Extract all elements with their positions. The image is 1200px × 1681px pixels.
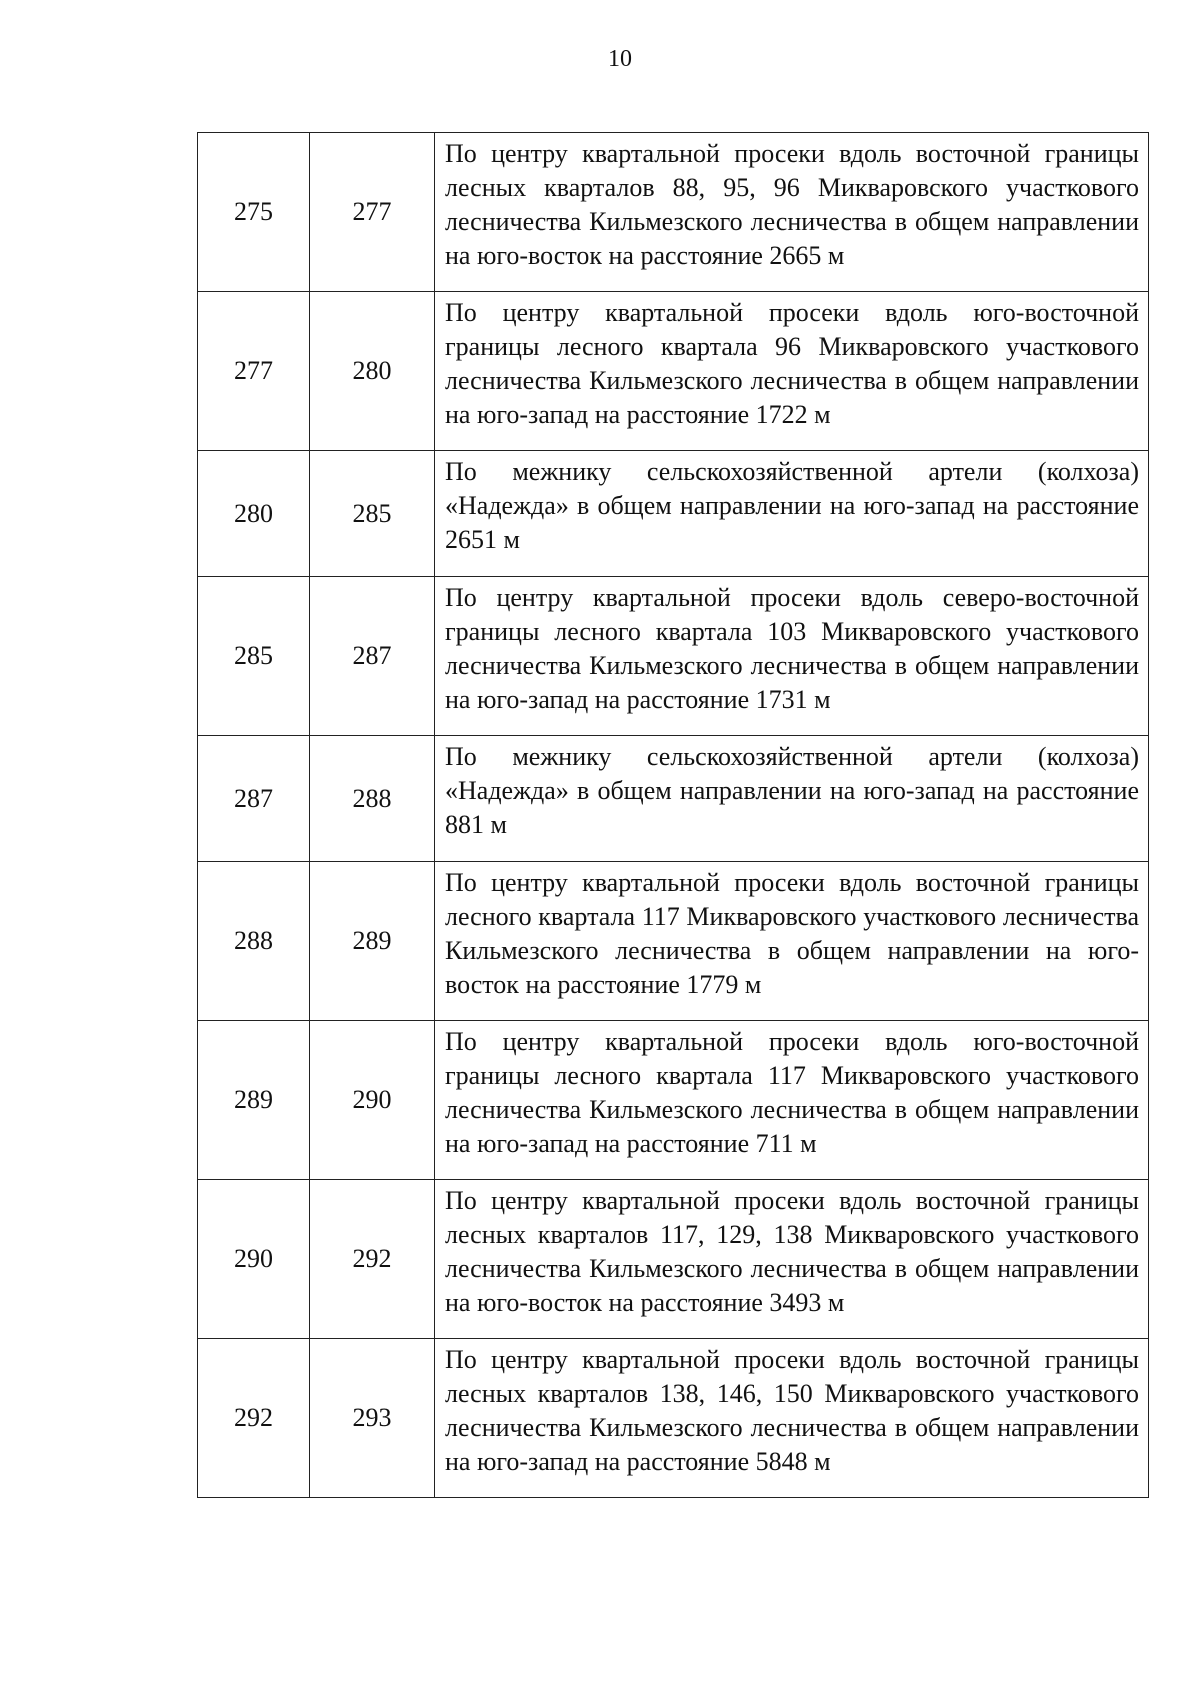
to-point-cell: 277 [310,133,435,292]
page-number: 10 [608,46,632,72]
description-text: По центру квартальной просеки вдоль юго-восточной границы лесного квартала 117 Микваровского участкового лесничества Кильмезского лесничества в общем направлении на юго-запад на расстояние 711 м [445,1027,1139,1158]
table-row [198,292,1149,451]
description-cell [435,862,1149,1021]
description-text: По центру квартальной просеки вдоль восточной границы лесных кварталов 88, 95, 96 Микваровского участкового лесничества Кильмезского лесничества в общем направлении на юго-восток на расстояние 2665 м [445,139,1139,270]
description-text: По центру квартальной просеки вдоль восточной границы лесного квартала 117 Микваровского участкового лесничества Кильмезского лесничества в общем направлении на юго-восток на расстояние 1779 м [445,868,1139,999]
from-point-cell: 289 [198,1021,310,1180]
table-row [198,577,1149,736]
description-cell [435,1021,1149,1180]
to-point-cell: 280 [310,292,435,451]
description-text: По центру квартальной просеки вдоль восточной границы лесных кварталов 117, 129, 138 Микваровского участкового лесничества Кильмезского лесничества в общем направлении на юго-восток на расстояние 3493 м [445,1186,1139,1317]
table-row [198,862,1149,1021]
to-point-cell: 293 [310,1339,435,1498]
table-row [198,1339,1149,1498]
table-row [198,133,1149,292]
to-point-cell: 288 [310,736,435,862]
description-cell [435,1180,1149,1339]
description-text: По межнику сельскохозяйственной артели (колхоза) «Надежда» в общем направлении на юго-запад на расстояние 881 м [445,742,1139,839]
from-point-cell: 285 [198,577,310,736]
table-row [198,451,1149,577]
from-point-cell: 290 [198,1180,310,1339]
table-row [198,1021,1149,1180]
to-point-cell: 292 [310,1180,435,1339]
description-text: По центру квартальной просеки вдоль юго-восточной границы лесного квартала 96 Микваровского участкового лесничества Кильмезского лесничества в общем направлении на юго-запад на расстояние 1722 м [445,298,1139,429]
to-point-cell: 289 [310,862,435,1021]
from-point-cell: 275 [198,133,310,292]
description-cell [435,1339,1149,1498]
description-cell [435,577,1149,736]
to-point-cell: 287 [310,577,435,736]
description-cell [435,736,1149,862]
from-point-cell: 280 [198,451,310,577]
table-row [198,1180,1149,1339]
description-cell [435,451,1149,577]
from-point-cell: 277 [198,292,310,451]
to-point-cell: 285 [310,451,435,577]
from-point-cell: 288 [198,862,310,1021]
from-point-cell: 287 [198,736,310,862]
description-cell [435,292,1149,451]
to-point-cell: 290 [310,1021,435,1180]
from-point-cell: 292 [198,1339,310,1498]
description-cell [435,133,1149,292]
description-text: По центру квартальной просеки вдоль северо-восточной границы лесного квартала 103 Микваровского участкового лесничества Кильмезского лесничества в общем направлении на юго-запад на расстояние 1731 м [445,583,1139,714]
boundary-description-table [197,132,1149,1498]
table-row [198,736,1149,862]
description-text: По центру квартальной просеки вдоль восточной границы лесных кварталов 138, 146, 150 Микваровского участкового лесничества Кильмезского лесничества в общем направлении на юго-запад на расстояние 5848 м [445,1345,1139,1476]
description-text: По межнику сельскохозяйственной артели (колхоза) «Надежда» в общем направлении на юго-запад на расстояние 2651 м [445,457,1139,554]
